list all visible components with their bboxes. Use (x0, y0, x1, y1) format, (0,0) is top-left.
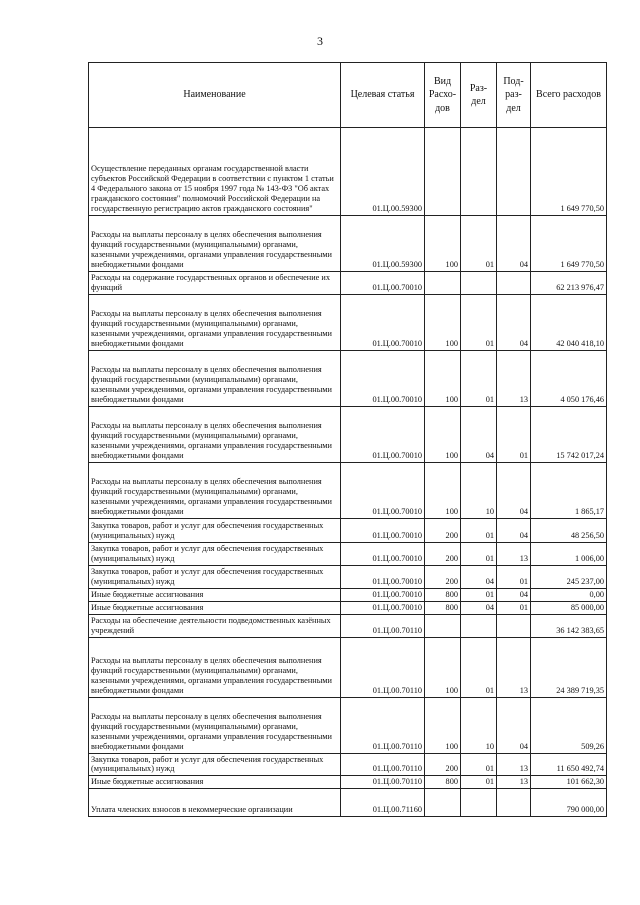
row-section-cell: 01 (461, 753, 497, 776)
row-kind-cell: 100 (425, 637, 461, 697)
row-kind-cell: 200 (425, 753, 461, 776)
row-subsection-cell: 04 (497, 294, 531, 350)
table-row (89, 128, 607, 216)
row-kind-cell: 100 (425, 462, 461, 518)
table-row (89, 542, 607, 565)
row-name-cell: Расходы на выплаты персоналу в целях обеспечения выполнения функций государственными (муниципальными) органами, казенными учреждениями, органами управления государственными внебюджетными фондами (89, 216, 341, 272)
table-row (89, 518, 607, 542)
row-subsection-cell: 13 (497, 637, 531, 697)
row-subsection-cell (497, 272, 531, 295)
row-total-cell: 101 662,30 (531, 776, 607, 789)
row-kind-cell: 800 (425, 588, 461, 601)
row-name-cell: Иные бюджетные ассигнования (89, 776, 341, 789)
row-total-cell: 0,00 (531, 588, 607, 601)
row-kind-cell: 200 (425, 565, 461, 588)
table-row (89, 406, 607, 462)
row-section-cell: 10 (461, 697, 497, 753)
row-total-cell: 1 865,17 (531, 462, 607, 518)
row-total-cell: 62 213 976,47 (531, 272, 607, 295)
table-row (89, 601, 607, 614)
row-section-cell: 01 (461, 776, 497, 789)
table-header-row (89, 63, 607, 128)
row-subsection-cell (497, 128, 531, 216)
row-subsection-cell: 13 (497, 542, 531, 565)
row-section-cell: 04 (461, 601, 497, 614)
row-subsection-cell: 01 (497, 406, 531, 462)
row-name-cell: Закупка товаров, работ и услуг для обеспечения государственных (муниципальных) нужд (89, 542, 341, 565)
header-target-article: Целевая статья (341, 63, 425, 128)
row-name-cell: Уплата членских взносов в некоммерческие организации (89, 789, 341, 817)
row-kind-cell (425, 614, 461, 637)
row-kind-cell: 100 (425, 294, 461, 350)
table-row (89, 350, 607, 406)
row-subsection-cell: 01 (497, 601, 531, 614)
row-kind-cell: 100 (425, 697, 461, 753)
row-name-cell: Закупка товаров, работ и услуг для обеспечения государственных (муниципальных) нужд (89, 753, 341, 776)
row-name-cell: Расходы на обеспечение деятельности подведомственных казённых учреждений (89, 614, 341, 637)
row-name-cell: Расходы на содержание государственных органов и обеспечение их функций (89, 272, 341, 295)
row-section-cell: 04 (461, 406, 497, 462)
row-name-cell: Расходы на выплаты персоналу в целях обеспечения выполнения функций государственными (муниципальными) органами, казенными учреждениями, органами управления государственными внебюджетными фондами (89, 697, 341, 753)
row-code-cell: 01.Ц.00.70010 (341, 565, 425, 588)
row-code-cell: 01.Ц.00.70110 (341, 637, 425, 697)
table-row (89, 216, 607, 272)
table-row (89, 614, 607, 637)
row-subsection-cell: 04 (497, 216, 531, 272)
row-name-cell: Иные бюджетные ассигнования (89, 601, 341, 614)
row-code-cell: 01.Ц.00.59300 (341, 128, 425, 216)
row-code-cell: 01.Ц.00.70010 (341, 294, 425, 350)
row-code-cell: 01.Ц.00.70010 (341, 542, 425, 565)
row-subsection-cell: 13 (497, 753, 531, 776)
row-section-cell (461, 789, 497, 817)
row-total-cell: 1 649 770,50 (531, 216, 607, 272)
row-code-cell: 01.Ц.00.70010 (341, 601, 425, 614)
row-subsection-cell: 04 (497, 588, 531, 601)
row-subsection-cell: 13 (497, 350, 531, 406)
budget-table (88, 62, 607, 817)
row-section-cell: 01 (461, 216, 497, 272)
row-subsection-cell: 04 (497, 462, 531, 518)
row-total-cell: 790 000,00 (531, 789, 607, 817)
row-total-cell: 509,26 (531, 697, 607, 753)
row-subsection-cell: 13 (497, 776, 531, 789)
page-number: 3 (317, 34, 323, 48)
row-total-cell: 36 142 383,65 (531, 614, 607, 637)
row-name-cell: Расходы на выплаты персоналу в целях обеспечения выполнения функций государственными (муниципальными) органами, казенными учреждениями, органами управления государственными внебюджетными фондами (89, 637, 341, 697)
row-code-cell: 01.Ц.00.70010 (341, 406, 425, 462)
row-subsection-cell: 04 (497, 518, 531, 542)
row-name-cell: Иные бюджетные ассигнования (89, 588, 341, 601)
row-kind-cell: 100 (425, 216, 461, 272)
table-row (89, 565, 607, 588)
row-code-cell: 01.Ц.00.59300 (341, 216, 425, 272)
row-name-cell: Расходы на выплаты персоналу в целях обеспечения выполнения функций государственными (муниципальными) органами, казенными учреждениями, органами управления государственными внебюджетными фондами (89, 294, 341, 350)
row-code-cell: 01.Ц.00.70110 (341, 697, 425, 753)
row-code-cell: 01.Ц.00.70110 (341, 776, 425, 789)
row-kind-cell (425, 789, 461, 817)
row-code-cell: 01.Ц.00.70010 (341, 272, 425, 295)
row-total-cell: 42 040 418,10 (531, 294, 607, 350)
row-section-cell: 01 (461, 588, 497, 601)
table-row (89, 462, 607, 518)
row-kind-cell: 100 (425, 406, 461, 462)
table-row (89, 294, 607, 350)
row-section-cell (461, 614, 497, 637)
row-section-cell: 01 (461, 518, 497, 542)
table-row (89, 588, 607, 601)
row-code-cell: 01.Ц.00.70010 (341, 350, 425, 406)
row-subsection-cell: 04 (497, 697, 531, 753)
header-name: Наименование (89, 63, 341, 128)
row-section-cell: 10 (461, 462, 497, 518)
row-section-cell: 01 (461, 350, 497, 406)
row-kind-cell: 800 (425, 776, 461, 789)
row-subsection-cell (497, 789, 531, 817)
row-kind-cell: 200 (425, 542, 461, 565)
row-section-cell: 01 (461, 637, 497, 697)
table-row (89, 776, 607, 789)
row-name-cell: Расходы на выплаты персоналу в целях обеспечения выполнения функций государственными (муниципальными) органами, казенными учреждениями, органами управления государственными внебюджетными фондами (89, 350, 341, 406)
row-code-cell: 01.Ц.00.70010 (341, 518, 425, 542)
row-kind-cell: 200 (425, 518, 461, 542)
row-code-cell: 01.Ц.00.70010 (341, 588, 425, 601)
header-total: Всего расходов (531, 63, 607, 128)
table-row (89, 697, 607, 753)
table-row (89, 272, 607, 295)
row-total-cell: 11 650 492,74 (531, 753, 607, 776)
row-code-cell: 01.Ц.00.70110 (341, 753, 425, 776)
row-kind-cell: 100 (425, 350, 461, 406)
row-total-cell: 4 050 176,46 (531, 350, 607, 406)
table-row (89, 789, 607, 817)
row-name-cell: Осуществление переданных органам государственной власти субъектов Российской Федерации в соответствии с пунктом 1 статьи 4 Федерального закона от 15 ноября 1997 года № 143-ФЗ "Об актах гражданского состояния" полномочий Российской Федерации на государственную регистрацию актов гражданского состояния" (89, 128, 341, 216)
row-name-cell: Закупка товаров, работ и услуг для обеспечения государственных (муниципальных) нужд (89, 518, 341, 542)
row-total-cell: 245 237,00 (531, 565, 607, 588)
row-section-cell (461, 272, 497, 295)
header-subsection: Под- раз- дел (497, 63, 531, 128)
row-section-cell: 01 (461, 294, 497, 350)
table-row (89, 637, 607, 697)
row-total-cell: 48 256,50 (531, 518, 607, 542)
row-section-cell (461, 128, 497, 216)
row-kind-cell (425, 128, 461, 216)
row-total-cell: 1 649 770,50 (531, 128, 607, 216)
row-section-cell: 04 (461, 565, 497, 588)
table-row (89, 753, 607, 776)
row-subsection-cell: 01 (497, 565, 531, 588)
row-section-cell: 01 (461, 542, 497, 565)
row-total-cell: 15 742 017,24 (531, 406, 607, 462)
row-name-cell: Расходы на выплаты персоналу в целях обеспечения выполнения функций государственными (муниципальными) органами, казенными учреждениями, органами управления государственными внебюджетными фондами (89, 406, 341, 462)
row-code-cell: 01.Ц.00.70110 (341, 614, 425, 637)
row-name-cell: Расходы на выплаты персоналу в целях обеспечения выполнения функций государственными (муниципальными) органами, казенными учреждениями, органами управления государственными внебюджетными фондами (89, 462, 341, 518)
header-section: Раз- дел (461, 63, 497, 128)
row-subsection-cell (497, 614, 531, 637)
header-expense-kind: Вид Расхо- дов (425, 63, 461, 128)
row-code-cell: 01.Ц.00.70010 (341, 462, 425, 518)
row-total-cell: 1 006,00 (531, 542, 607, 565)
row-kind-cell: 800 (425, 601, 461, 614)
row-kind-cell (425, 272, 461, 295)
row-total-cell: 24 389 719,35 (531, 637, 607, 697)
row-name-cell: Закупка товаров, работ и услуг для обеспечения государственных (муниципальных) нужд (89, 565, 341, 588)
row-code-cell: 01.Ц.00.71160 (341, 789, 425, 817)
row-total-cell: 85 000,00 (531, 601, 607, 614)
